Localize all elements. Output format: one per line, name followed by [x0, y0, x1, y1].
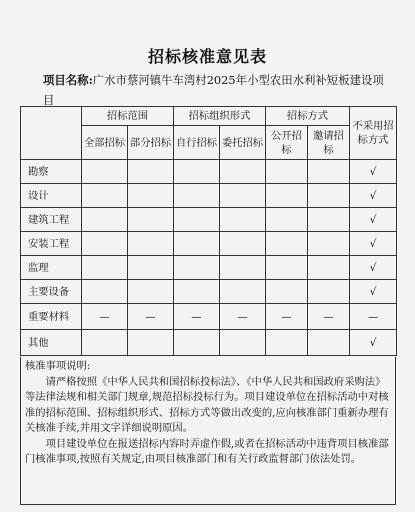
- table-row: [21, 256, 397, 280]
- table-cell: [82, 256, 128, 280]
- table-cell: [128, 330, 174, 356]
- table-cell: [128, 208, 174, 232]
- table-cell: [174, 330, 220, 356]
- table-row: [21, 208, 397, 232]
- project-name-value: 广水市蔡河镇牛车湾村2025年小型农田水利补短板建设项目: [43, 73, 384, 107]
- sub-header: 部分招标: [128, 126, 174, 160]
- table-cell: [266, 232, 308, 256]
- table-cell: [128, 184, 174, 208]
- group-header-row: [21, 107, 397, 126]
- row-label: 其他: [21, 330, 82, 356]
- table-cell: [308, 280, 350, 304]
- group-header: 招标范围: [82, 107, 174, 126]
- table-cell: [266, 184, 308, 208]
- sub-header: 全部招标: [82, 126, 128, 160]
- table-cell: [128, 232, 174, 256]
- project-name-label: 项目名称:: [43, 73, 93, 87]
- tender-approval-table: [20, 106, 397, 356]
- table-cell: [266, 330, 308, 356]
- table-cell: [82, 232, 128, 256]
- table-cell: [128, 256, 174, 280]
- table-cell: [308, 160, 350, 184]
- table-cell: [220, 184, 266, 208]
- table-row: [21, 330, 397, 356]
- sub-header: 自行招标: [174, 126, 220, 160]
- table-cell: [220, 208, 266, 232]
- table-cell: [82, 160, 128, 184]
- sub-header: 公开招标: [266, 126, 308, 160]
- corner-cell: [21, 107, 82, 160]
- table-cell: √: [350, 280, 397, 304]
- table-cell: [82, 184, 128, 208]
- table-cell: [220, 256, 266, 280]
- table-cell: √: [350, 330, 397, 356]
- table-cell: [220, 280, 266, 304]
- row-label: 设计: [21, 184, 82, 208]
- table-cell: √: [350, 160, 397, 184]
- project-name-line: [43, 70, 388, 110]
- row-label: 主要设备: [21, 280, 82, 304]
- row-label: 勘察: [21, 160, 82, 184]
- table-row: [21, 304, 397, 330]
- table-cell: [174, 280, 220, 304]
- table-cell: [266, 256, 308, 280]
- table-cell: √: [350, 256, 397, 280]
- table-cell: —: [174, 304, 220, 330]
- row-label: 重要材料: [21, 304, 82, 330]
- no-use-header: 不采用招标方式: [350, 107, 397, 160]
- table-cell: —: [220, 304, 266, 330]
- table-cell: —: [128, 304, 174, 330]
- table-cell: [308, 330, 350, 356]
- table-cell: —: [266, 304, 308, 330]
- table-cell: —: [82, 304, 128, 330]
- table-cell: [128, 280, 174, 304]
- table-cell: [220, 330, 266, 356]
- table-cell: [220, 232, 266, 256]
- row-label: 安装工程: [21, 232, 82, 256]
- table-cell: [266, 208, 308, 232]
- table-body: [21, 160, 397, 356]
- table-cell: [266, 280, 308, 304]
- table-cell: [220, 160, 266, 184]
- table-row: [21, 184, 397, 208]
- table-cell: —: [308, 304, 350, 330]
- table-cell: √: [350, 232, 397, 256]
- sub-header: 邀请招标: [308, 126, 350, 160]
- table-cell: [308, 256, 350, 280]
- table-cell: [82, 280, 128, 304]
- table-cell: [308, 232, 350, 256]
- table-cell: [266, 160, 308, 184]
- table-cell: [308, 208, 350, 232]
- notes-paragraph: 项目建设单位在报送招标内容时弄虚作假,或者在招标活动中违背项目核准部门核准事项,按照有关规定,由项目核准部门和有关行政监督部门依法处罚。: [25, 437, 389, 465]
- table-cell: [174, 256, 220, 280]
- row-label: 监理: [21, 256, 82, 280]
- table-cell: [82, 208, 128, 232]
- table-row: [21, 232, 397, 256]
- group-header: 招标组织形式: [174, 107, 266, 126]
- table-cell: [308, 184, 350, 208]
- sub-header: 委托招标: [220, 126, 266, 160]
- notes-heading: 核准事项说明:: [25, 360, 91, 372]
- table-cell: [82, 330, 128, 356]
- table-cell: —: [350, 304, 397, 330]
- table-cell: √: [350, 208, 397, 232]
- table-cell: √: [350, 184, 397, 208]
- table-cell: [128, 160, 174, 184]
- notes-box: [20, 357, 396, 505]
- table-cell: [174, 184, 220, 208]
- table-row: [21, 280, 397, 304]
- table-cell: [174, 208, 220, 232]
- table-cell: [174, 232, 220, 256]
- notes-paragraph: 请严格按照《中华人民共和国招标投标法》、《中华人民共和国政府采购法》等法律法规和相关部门规章,规范招标投标行为。项目建设单位在招标活动中对核准的招标范围、招标组织形式、招标方式等做出改变的,应向核准部门重新办理有关核准手续,并用文字详细说明原因。: [25, 375, 389, 434]
- table-row: [21, 160, 397, 184]
- row-label: 建筑工程: [21, 208, 82, 232]
- group-header: 招标方式: [266, 107, 350, 126]
- page-title: 招标核准意见表: [147, 47, 267, 66]
- table-cell: [174, 160, 220, 184]
